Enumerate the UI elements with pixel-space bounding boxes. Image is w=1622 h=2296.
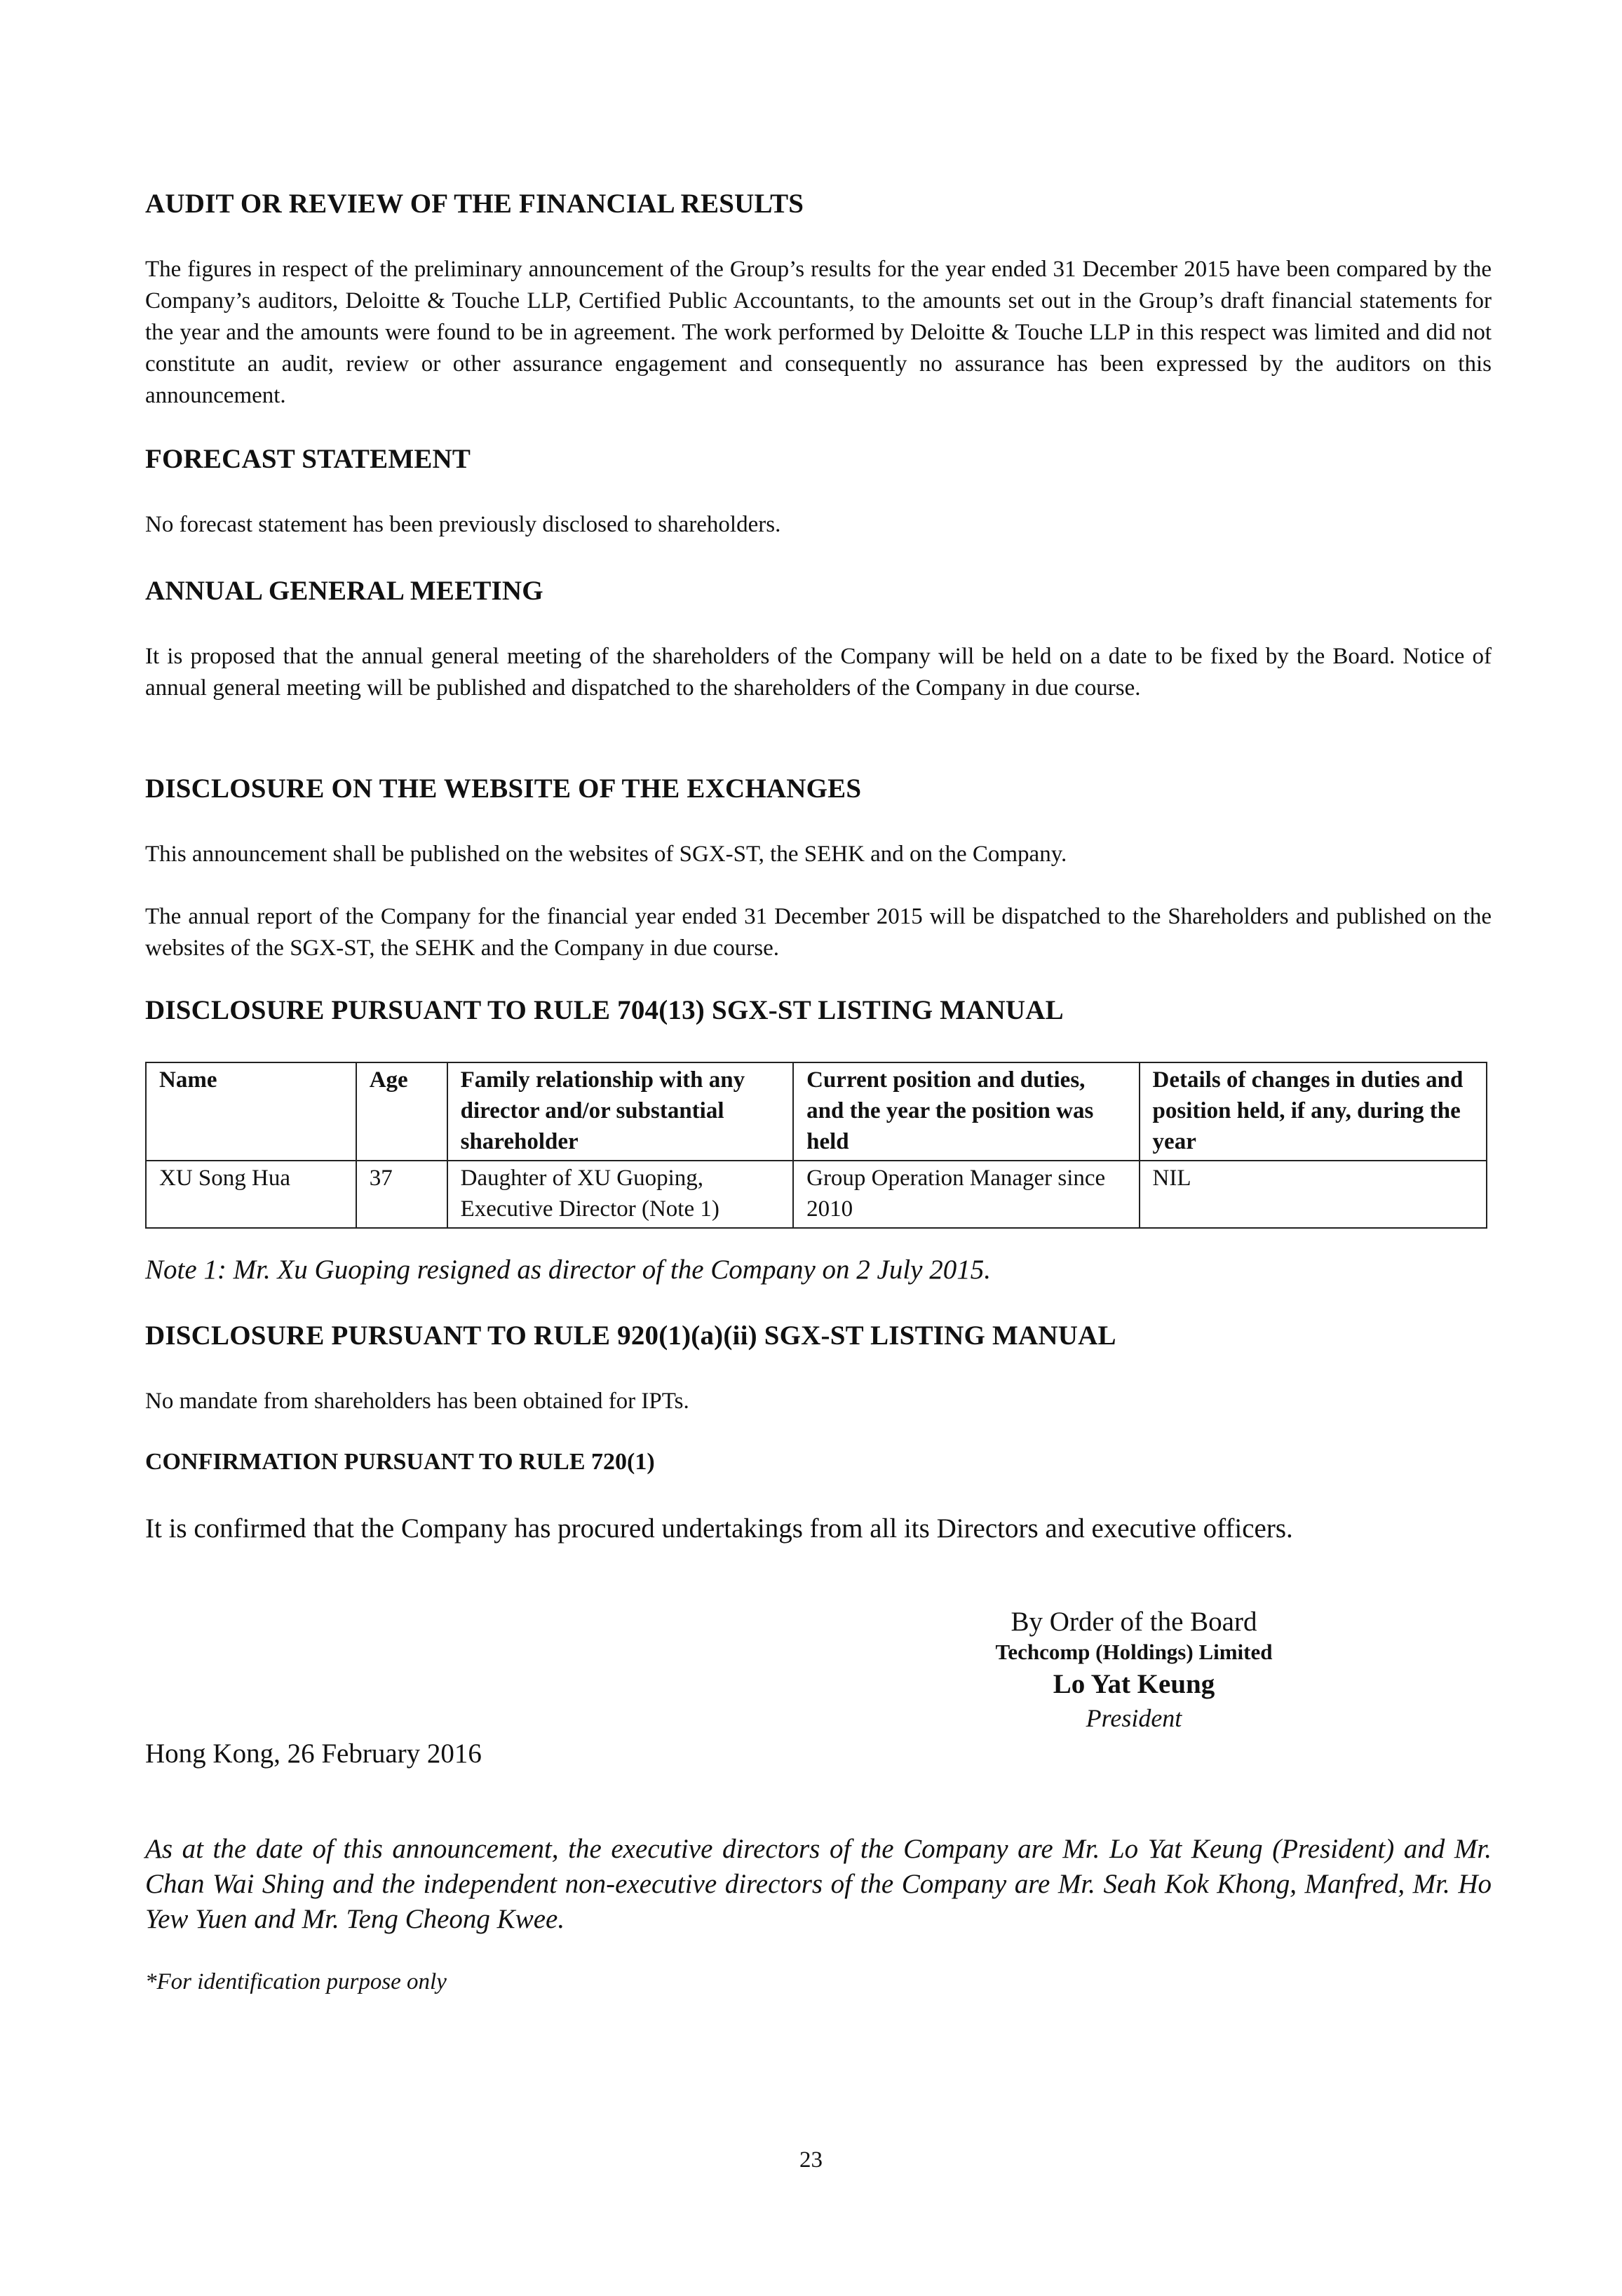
rule704-note: Note 1: Mr. Xu Guoping resigned as director of the Company on 2 July 2015. [145,1255,991,1285]
rule920-heading: DISCLOSURE PURSUANT TO RULE 920(1)(a)(ii) SGX-ST LISTING MANUAL [145,1321,1116,1351]
cell-current-position: Group Operation Manager since 2010 [793,1161,1139,1228]
audit-heading: AUDIT OR REVIEW OF THE FINANCIAL RESULTS [145,189,804,219]
rule920-paragraph: No mandate from shareholders has been obtained for IPTs. [145,1389,689,1414]
col-header-family-relationship: Family relationship with any director and/or substantial shareholder [447,1062,794,1161]
cell-name: XU Song Hua [146,1161,356,1228]
company-name: Techcomp (Holdings) Limited [995,1640,1273,1664]
table-header-row [146,1062,1487,1161]
rule704-table [145,1062,1487,1229]
document-page [145,0,1492,2296]
signature-block [945,1606,1323,1734]
website-paragraph-1: This announcement shall be published on the websites of SGX-ST, the SEHK and on the Company. [145,842,1067,867]
by-order-of-board: By Order of the Board [1011,1607,1257,1637]
agm-heading: ANNUAL GENERAL MEETING [145,576,543,606]
place-and-date: Hong Kong, 26 February 2016 [145,1738,482,1769]
signatory-name: Lo Yat Keung [1053,1669,1215,1699]
table-row [146,1161,1487,1228]
identification-note: *For identification purpose only [145,1969,447,1994]
rule720-heading: CONFIRMATION PURSUANT TO RULE 720(1) [145,1449,655,1475]
col-header-name: Name [146,1062,356,1161]
cell-age: 37 [356,1161,447,1228]
website-heading: DISCLOSURE ON THE WEBSITE OF THE EXCHANGES [145,774,862,804]
directors-note: As at the date of this announcement, the executive directors of the Company are Mr. Lo Yat Keung (President) and Mr. Chan Wai Shing and the independent non-executive directors of the Company are Mr. Seah Kok Khong, Manfred, Mr. Ho Yew Yuen and Mr. Teng Cheong Kwee. [145,1834,1492,1934]
cell-family-relationship: Daughter of XU Guoping, Executive Director (Note 1) [447,1161,794,1228]
signatory-title: President [1086,1704,1182,1732]
col-header-current-position: Current position and duties, and the year the position was held [793,1062,1139,1161]
audit-paragraph: The figures in respect of the preliminary announcement of the Group’s results for the year ended 31 December 2015 have been compared by the Company’s auditors, Deloitte & Touche LLP, Certified Public Accountants, to the amounts set out in the Group’s draft financial statements for the year and the amounts were found to be in agreement. The work performed by Deloitte & Touche LLP in this respect was limited and did not constitute an audit, review or other assurance engagement and consequently no assurance has been expressed by the auditors on this announcement. [145,257,1492,408]
page-number: 23 [799,2147,823,2173]
cell-details-of-changes: NIL [1140,1161,1487,1228]
forecast-paragraph: No forecast statement has been previously disclosed to shareholders. [145,512,781,537]
agm-paragraph: It is proposed that the annual general meeting of the shareholders of the Company will be held on a date to be fixed by the Board. Notice of annual general meeting will be published and dispatched to the shareholders of the Company in due course. [145,644,1492,701]
website-paragraph-2: The annual report of the Company for the financial year ended 31 December 2015 will be dispatched to the Shareholders and published on the websites of the SGX-ST, the SEHK and the Company in due course. [145,904,1492,961]
col-header-details-of-changes: Details of changes in duties and position held, if any, during the year [1140,1062,1487,1161]
col-header-age: Age [356,1062,447,1161]
rule720-paragraph: It is confirmed that the Company has procured undertakings from all its Directors and executive officers. [145,1513,1293,1544]
rule704-heading: DISCLOSURE PURSUANT TO RULE 704(13) SGX-ST LISTING MANUAL [145,995,1064,1025]
forecast-heading: FORECAST STATEMENT [145,444,471,474]
